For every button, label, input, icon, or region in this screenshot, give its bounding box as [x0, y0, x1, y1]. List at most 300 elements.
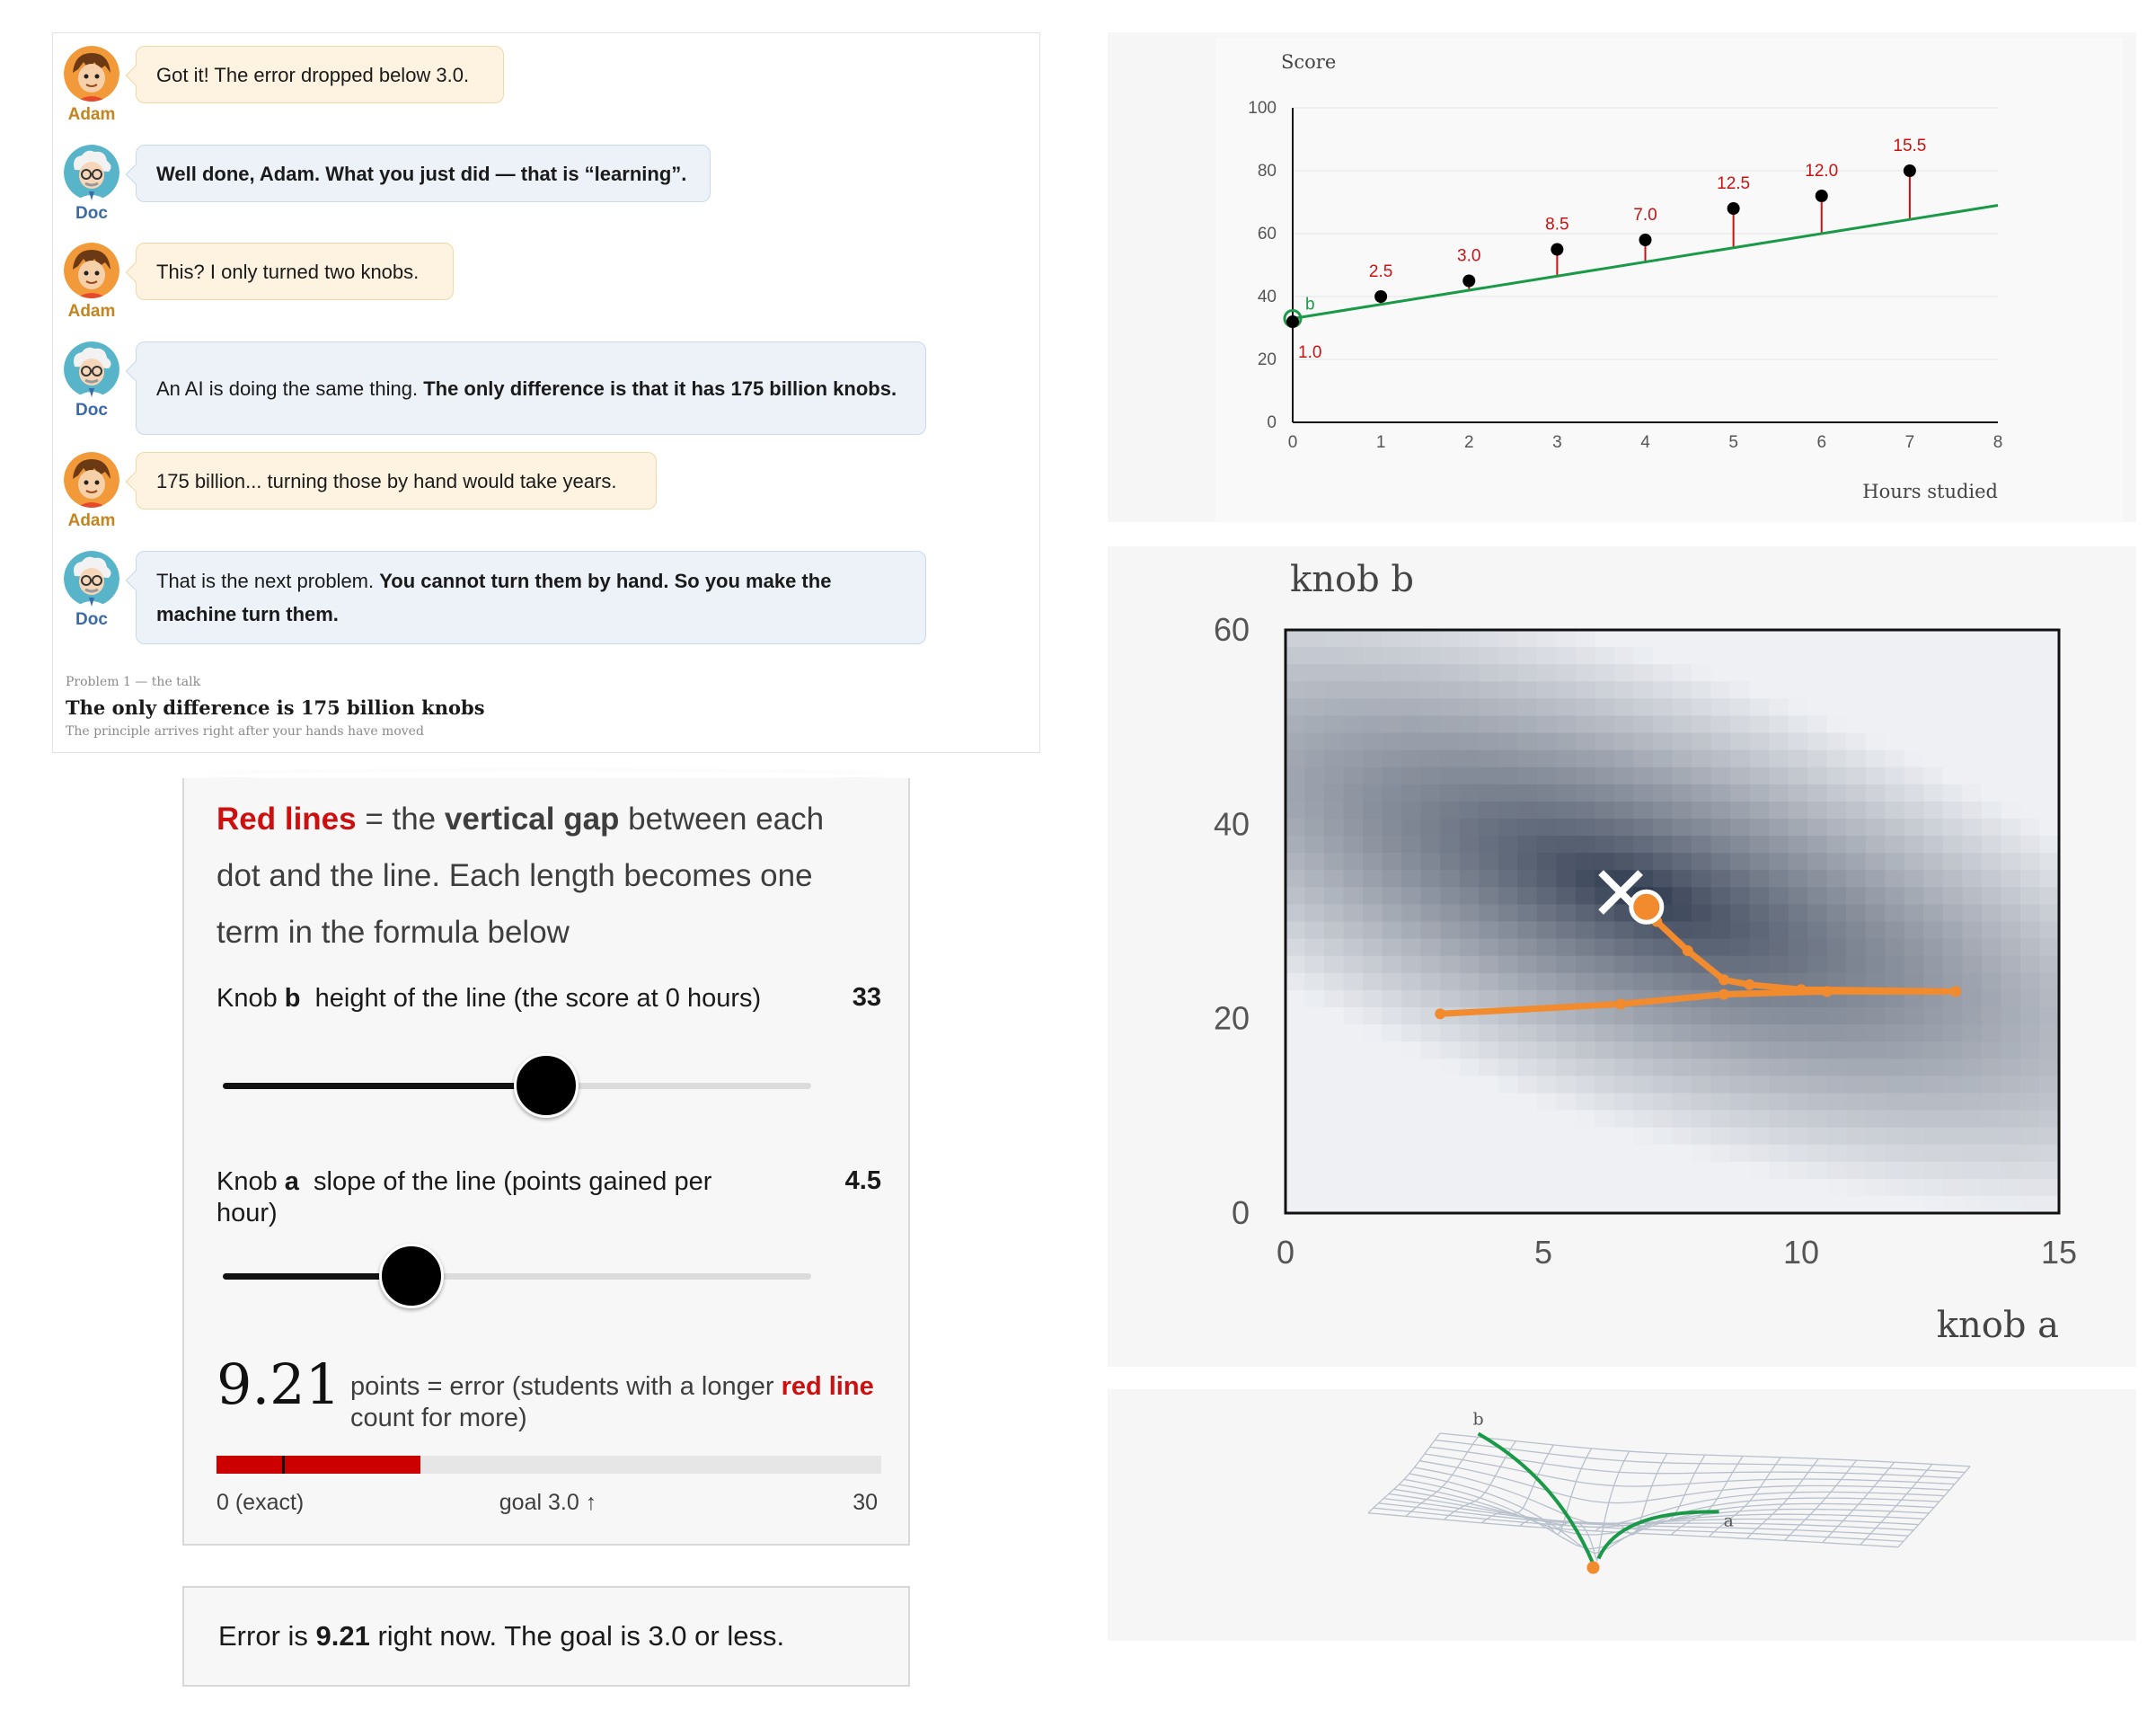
heatmap-cell [1576, 750, 1595, 768]
heatmap-cell [1517, 973, 1537, 991]
heatmap-cell [1923, 1076, 1943, 1094]
heatmap-cell [1653, 939, 1673, 957]
heatmap-cell [1344, 1196, 1364, 1214]
heatmap-cell [2039, 922, 2059, 940]
heatmap-cell [1866, 664, 1886, 682]
heatmap-cell [1460, 836, 1480, 854]
x-tick-label: 7 [1904, 433, 1915, 452]
heatmap-cell [1576, 681, 1595, 699]
knob-b-label [216, 983, 791, 1015]
heatmap-cell [1517, 630, 1537, 648]
heatmap-cell [1982, 1007, 2001, 1025]
heatmap-cell [1324, 939, 1344, 957]
heatmap-cell [1344, 887, 1364, 905]
heatmap-cell [1885, 836, 1904, 854]
heatmap-cell [1962, 1128, 1982, 1146]
heatmap-cell [1633, 819, 1653, 837]
heatmap-cell [1885, 956, 1904, 974]
heatmap-cell [1923, 956, 1943, 974]
heatmap-cell [1401, 733, 1421, 751]
heatmap-cell [1846, 1024, 1866, 1042]
heatmap-cell [1460, 1024, 1480, 1042]
heatmap-cell [1730, 956, 1750, 974]
heatmap-cell [1962, 1196, 1982, 1214]
heatmap-cell [1904, 1145, 1924, 1163]
heatmap-cell [1789, 1110, 1808, 1128]
heatmap-cell [1517, 887, 1537, 905]
chat-message [64, 145, 1016, 229]
heatmap-cell [1904, 1179, 1924, 1197]
heatmap-cell [1421, 819, 1441, 837]
heatmap-cell [1846, 733, 1866, 751]
x-tick-label: 0 [1276, 1234, 1295, 1271]
adam-avatar [64, 243, 119, 298]
heatmap-cell [1498, 802, 1518, 820]
heatmap-cell [1789, 1179, 1808, 1197]
heatmap-cell [1827, 802, 1847, 820]
heatmap-cell [1711, 630, 1731, 648]
heatmap-cell [1923, 1145, 1943, 1163]
heatmap-cell [1460, 990, 1480, 1008]
heatmap-cell [1401, 853, 1421, 871]
heatmap-cell [1982, 887, 2001, 905]
heatmap-cell [1653, 715, 1673, 733]
y-tick-label: 40 [1257, 288, 1277, 306]
heatmap-cell [1614, 1162, 1634, 1180]
heatmap-cell [1982, 956, 2001, 974]
heatmap-cell [1286, 819, 1305, 837]
heatmap-cell [1286, 1110, 1305, 1128]
heatmap-cell [1789, 956, 1808, 974]
heatmap-cell [1730, 1128, 1750, 1146]
heatmap-cell [1769, 784, 1789, 802]
doc-name-label: Doc [75, 610, 108, 629]
heatmap-cell [1498, 853, 1518, 871]
heatmap-cell [1885, 630, 1904, 648]
scatter-panel [1108, 32, 2136, 522]
heatmap-cell [1789, 1162, 1808, 1180]
heatmap-cell [1537, 870, 1557, 888]
heatmap-cell [1383, 1041, 1402, 1059]
heatmap-cell [1923, 681, 1943, 699]
heatmap-cell [1730, 681, 1750, 699]
heatmap-cell [1750, 1128, 1770, 1146]
heatmap-cell [2039, 904, 2059, 922]
heatmap-cell [1576, 1041, 1595, 1059]
heatmap-cell [1730, 1041, 1750, 1059]
heatmap-cells [1286, 630, 2060, 1214]
heatmap-cell [2001, 1059, 2020, 1077]
heatmap-cell [1498, 1145, 1518, 1163]
heatmap-cell [2039, 853, 2059, 871]
heatmap-cell [1769, 956, 1789, 974]
heatmap-cell [1904, 647, 1924, 665]
heatmap-cell [1305, 990, 1325, 1008]
heatmap-cell [1673, 836, 1692, 854]
heatmap-cell [1286, 1128, 1305, 1146]
heatmap-cell [1730, 767, 1750, 785]
heatmap-cell [1537, 1196, 1557, 1214]
heatmap-cell [1923, 939, 1943, 957]
data-point [1374, 290, 1387, 303]
heatmap-cell [1769, 1179, 1789, 1197]
heatmap-cell [1711, 819, 1731, 837]
knob-b-slider-thumb[interactable] [514, 1053, 579, 1118]
message-text: This? I only turned two knobs. [156, 260, 420, 283]
heatmap-cell [1556, 836, 1576, 854]
heatmap-cell [1363, 750, 1383, 768]
heatmap-cell [1923, 630, 1943, 648]
heatmap-cell [1595, 819, 1614, 837]
heatmap-cell [1595, 647, 1614, 665]
heatmap-cell [1807, 1162, 1827, 1180]
heatmap-cell [1827, 819, 1847, 837]
heatmap-cell [1460, 853, 1480, 871]
heatmap-cell [2001, 1007, 2020, 1025]
path-step [1822, 986, 1833, 997]
heatmap-cell [2001, 802, 2020, 820]
heatmap-cell [1460, 733, 1480, 751]
heatmap-cell [1383, 750, 1402, 768]
heatmap-cell [1885, 1076, 1904, 1094]
heatmap-cell [1556, 1041, 1576, 1059]
heatmap-cell [1305, 1128, 1325, 1146]
heatmap-cell [1614, 853, 1634, 871]
heatmap-cell [2001, 956, 2020, 974]
heatmap-cell [1556, 1110, 1576, 1128]
heatmap-cell [1421, 698, 1441, 716]
heatmap-cell [1885, 870, 1904, 888]
heatmap-cell [1789, 630, 1808, 648]
heatmap-cell [1363, 647, 1383, 665]
heatmap-cell [1653, 750, 1673, 768]
heatmap-cell [1595, 1007, 1614, 1025]
heatmap-cell [1904, 715, 1924, 733]
heatmap-cell [1614, 767, 1634, 785]
surface-minimum-point [1587, 1562, 1600, 1574]
heatmap-cell [1962, 1110, 1982, 1128]
heatmap-cell [1286, 802, 1305, 820]
heatmap-cell [1401, 1041, 1421, 1059]
heatmap-cell [1383, 715, 1402, 733]
heatmap-cell [1305, 1179, 1325, 1197]
heatmap-cell [2020, 1007, 2040, 1025]
heatmap-cell [1479, 1196, 1498, 1214]
heatmap-cell [1440, 647, 1460, 665]
heatmap-cell [1982, 1093, 2001, 1111]
heatmap-cell [1556, 1128, 1576, 1146]
heatmap-cell [1904, 630, 1924, 648]
heatmap-cell [1576, 664, 1595, 682]
heatmap-cell [1460, 870, 1480, 888]
heatmap-cell [1498, 870, 1518, 888]
heatmap-cell [1904, 1007, 1924, 1025]
heatmap-cell [1344, 1024, 1364, 1042]
heatmap-cell [1576, 1059, 1595, 1077]
heatmap-cell [1923, 887, 1943, 905]
heatmap-cell [1885, 767, 1904, 785]
heatmap-cell [1982, 1041, 2001, 1059]
heatmap-cell [1286, 887, 1305, 905]
heatmap-cell [2039, 647, 2059, 665]
heatmap-cell [1633, 1196, 1653, 1214]
heatmap-cell [1344, 956, 1364, 974]
heatmap-cell [1653, 784, 1673, 802]
heatmap-cell [2001, 836, 2020, 854]
heatmap-cell [1498, 698, 1518, 716]
heatmap-cell [1673, 1145, 1692, 1163]
heatmap-cell [1943, 956, 1963, 974]
heatmap-cell [1885, 922, 1904, 940]
heatmap-cell [1363, 1007, 1383, 1025]
heatmap-cell [1827, 1162, 1847, 1180]
heatmap-cell [1517, 681, 1537, 699]
heatmap-cell [1383, 1110, 1402, 1128]
heatmap-cell [1401, 698, 1421, 716]
current-position [1631, 891, 1662, 922]
heatmap-cell [1440, 887, 1460, 905]
heatmap-cell [1324, 1162, 1344, 1180]
heatmap-cell [1846, 1162, 1866, 1180]
heatmap-cell [1866, 630, 1886, 648]
heatmap-cell [2039, 836, 2059, 854]
heatmap-cell [1576, 1093, 1595, 1111]
heatmap-cell [1576, 1007, 1595, 1025]
heatmap-cell [1556, 904, 1576, 922]
heatmap-cell [1673, 1059, 1692, 1077]
heatmap-cell [1904, 1024, 1924, 1042]
heatmap-cell [2001, 887, 2020, 905]
heatmap-cell [1460, 1145, 1480, 1163]
heatmap-cell [1537, 750, 1557, 768]
heatmap-cell [1440, 1024, 1460, 1042]
heatmap-cell [1460, 715, 1480, 733]
heatmap-cell [1460, 630, 1480, 648]
heatmap-cell [2001, 973, 2020, 991]
heatmap-cell [1517, 990, 1537, 1008]
data-point [1904, 164, 1916, 177]
heatmap-cell [1440, 939, 1460, 957]
residual-label: 15.5 [1893, 137, 1927, 155]
heatmap-cell [1692, 784, 1711, 802]
heatmap-cell [1789, 1024, 1808, 1042]
heatmap-cell [1305, 1024, 1325, 1042]
heatmap-cell [1401, 1179, 1421, 1197]
heatmap-cell [1923, 767, 1943, 785]
message-text: That is the next problem. You cannot turn them by hand. So you make the machine turn them. [156, 570, 832, 625]
heatmap-cell [1633, 836, 1653, 854]
x-tick-label: 3 [1552, 433, 1562, 452]
heatmap-cell [1827, 939, 1847, 957]
heatmap-cell [1460, 819, 1480, 837]
heatmap-cell [1943, 1179, 1963, 1197]
knob-b-slider[interactable] [223, 1053, 811, 1118]
heatmap-cell [1460, 887, 1480, 905]
heatmap-cell [1363, 767, 1383, 785]
heatmap-cell [1498, 990, 1518, 1008]
heatmap-cell [1866, 733, 1886, 751]
heatmap-cell [1440, 1110, 1460, 1128]
heatmap-cell [1633, 1024, 1653, 1042]
heatmap-cell [1305, 1093, 1325, 1111]
heatmap-cell [1711, 1076, 1731, 1094]
heatmap-cell [1673, 1093, 1692, 1111]
heatmap-cell [1750, 784, 1770, 802]
heatmap-cell [1789, 715, 1808, 733]
heatmap-cell [1305, 715, 1325, 733]
heatmap-cell [1324, 1093, 1344, 1111]
adam-name-label: Adam [67, 105, 116, 124]
heatmap-cell [1537, 1110, 1557, 1128]
heatmap-cell [1692, 698, 1711, 716]
heatmap-cell [1633, 1007, 1653, 1025]
heatmap-cell [1401, 664, 1421, 682]
heatmap-cell [1460, 904, 1480, 922]
heatmap-cell [1383, 956, 1402, 974]
heatmap-cell [1614, 939, 1634, 957]
heatmap-cell [1943, 1041, 1963, 1059]
heatmap-cell [1923, 1007, 1943, 1025]
heatmap-cell [1576, 887, 1595, 905]
heatmap-cell [1846, 1110, 1866, 1128]
heatmap-cell [1305, 973, 1325, 991]
heatmap-cell [1904, 733, 1924, 751]
heatmap-cell [1614, 1076, 1634, 1094]
heatmap-cell [1866, 853, 1886, 871]
heatmap-cell [1556, 784, 1576, 802]
heatmap-cell [1324, 733, 1344, 751]
heatmap-cell [1537, 904, 1557, 922]
heatmap-cell [1846, 819, 1866, 837]
heatmap-cell [1750, 715, 1770, 733]
heatmap-cell [1846, 1041, 1866, 1059]
heatmap-cell [1479, 1128, 1498, 1146]
heatmap-cell [1982, 870, 2001, 888]
heatmap-cell [1305, 870, 1325, 888]
heatmap-cell [1363, 715, 1383, 733]
heatmap-cell [1673, 819, 1692, 837]
heatmap-cell [1440, 733, 1460, 751]
heatmap-cell [1479, 767, 1498, 785]
heatmap-cell [1730, 1076, 1750, 1094]
heatmap-cell [1460, 802, 1480, 820]
heatmap-cell [1401, 956, 1421, 974]
heatmap-cell [1383, 1179, 1402, 1197]
heatmap-cell [1479, 802, 1498, 820]
heatmap-cell [1363, 1041, 1383, 1059]
heatmap-cell [1789, 870, 1808, 888]
heatmap-cell [1383, 784, 1402, 802]
heatmap-cell [1440, 767, 1460, 785]
heatmap-cell [2039, 1179, 2059, 1197]
heatmap-cell [1401, 1093, 1421, 1111]
heatmap-cell [1556, 870, 1576, 888]
heatmap-cell [1904, 664, 1924, 682]
heatmap-cell [1827, 836, 1847, 854]
heatmap-cell [1692, 973, 1711, 991]
heatmap-cell [1692, 1059, 1711, 1077]
heatmap-cell [1711, 1093, 1731, 1111]
heatmap-cell [2039, 767, 2059, 785]
heatmap-cell [1324, 1128, 1344, 1146]
heatmap-cell [2001, 853, 2020, 871]
heatmap-cell [1460, 750, 1480, 768]
heatmap-cell [1479, 939, 1498, 957]
heatmap-cell [1943, 698, 1963, 716]
heatmap-cell [1556, 922, 1576, 940]
heatmap-cell [1498, 784, 1518, 802]
x-tick-label: 8 [1993, 433, 2003, 452]
heatmap-cell [1904, 836, 1924, 854]
heatmap-cell [1673, 630, 1692, 648]
heatmap-cell [1421, 956, 1441, 974]
heatmap-cell [1673, 1041, 1692, 1059]
heatmap-cell [1344, 1162, 1364, 1180]
heatmap-cell [1324, 630, 1344, 648]
heatmap-cell [1421, 1041, 1441, 1059]
doc-avatar [64, 551, 119, 607]
heatmap-cell [1479, 1179, 1498, 1197]
heatmap-cell [2020, 647, 2040, 665]
heatmap-panel [1108, 546, 2136, 1367]
heatmap-cell [1421, 836, 1441, 854]
heatmap-cell [1344, 939, 1364, 957]
heatmap-cell [1383, 922, 1402, 940]
heatmap-cell [1653, 956, 1673, 974]
heatmap-cell [1479, 784, 1498, 802]
heatmap-cell [1595, 836, 1614, 854]
heatmap-cell [1421, 715, 1441, 733]
heatmap-cell [1556, 1059, 1576, 1077]
heatmap-cell [1479, 1110, 1498, 1128]
heatmap-cell [1904, 767, 1924, 785]
knob-a-slider[interactable] [223, 1244, 811, 1308]
doc-name-label: Doc [75, 401, 108, 420]
heatmap-cell [1498, 1093, 1518, 1111]
heatmap-cell [2039, 1041, 2059, 1059]
heatmap-cell [1923, 836, 1943, 854]
heatmap-cell [1537, 973, 1557, 991]
heatmap-cell [1324, 664, 1344, 682]
heatmap-cell [1730, 630, 1750, 648]
heatmap-cell [1614, 698, 1634, 716]
heatmap-cell [1595, 784, 1614, 802]
heatmap-cell [1885, 733, 1904, 751]
heatmap-cell [1633, 767, 1653, 785]
heatmap-cell [1517, 819, 1537, 837]
heatmap-cell [1460, 973, 1480, 991]
heatmap-cell [1769, 1093, 1789, 1111]
heatmap-cell [1556, 802, 1576, 820]
heatmap-cell [1943, 1059, 1963, 1077]
heatmap-cell [1401, 681, 1421, 699]
heatmap-cell [1904, 750, 1924, 768]
heatmap-cell [1305, 767, 1325, 785]
heatmap-cell [1363, 1024, 1383, 1042]
heatmap-cell [1595, 802, 1614, 820]
knob-a-slider-thumb[interactable] [379, 1244, 444, 1308]
heatmap-cell [1750, 836, 1770, 854]
heatmap-cell [1750, 956, 1770, 974]
heatmap-cell [2020, 990, 2040, 1008]
heatmap-cell [1750, 853, 1770, 871]
heatmap-cell [1866, 647, 1886, 665]
heatmap-cell [1769, 681, 1789, 699]
heatmap-cell [1962, 836, 1982, 854]
heatmap-cell [2039, 733, 2059, 751]
heatmap-cell [1789, 904, 1808, 922]
heatmap-cell [1673, 887, 1692, 905]
